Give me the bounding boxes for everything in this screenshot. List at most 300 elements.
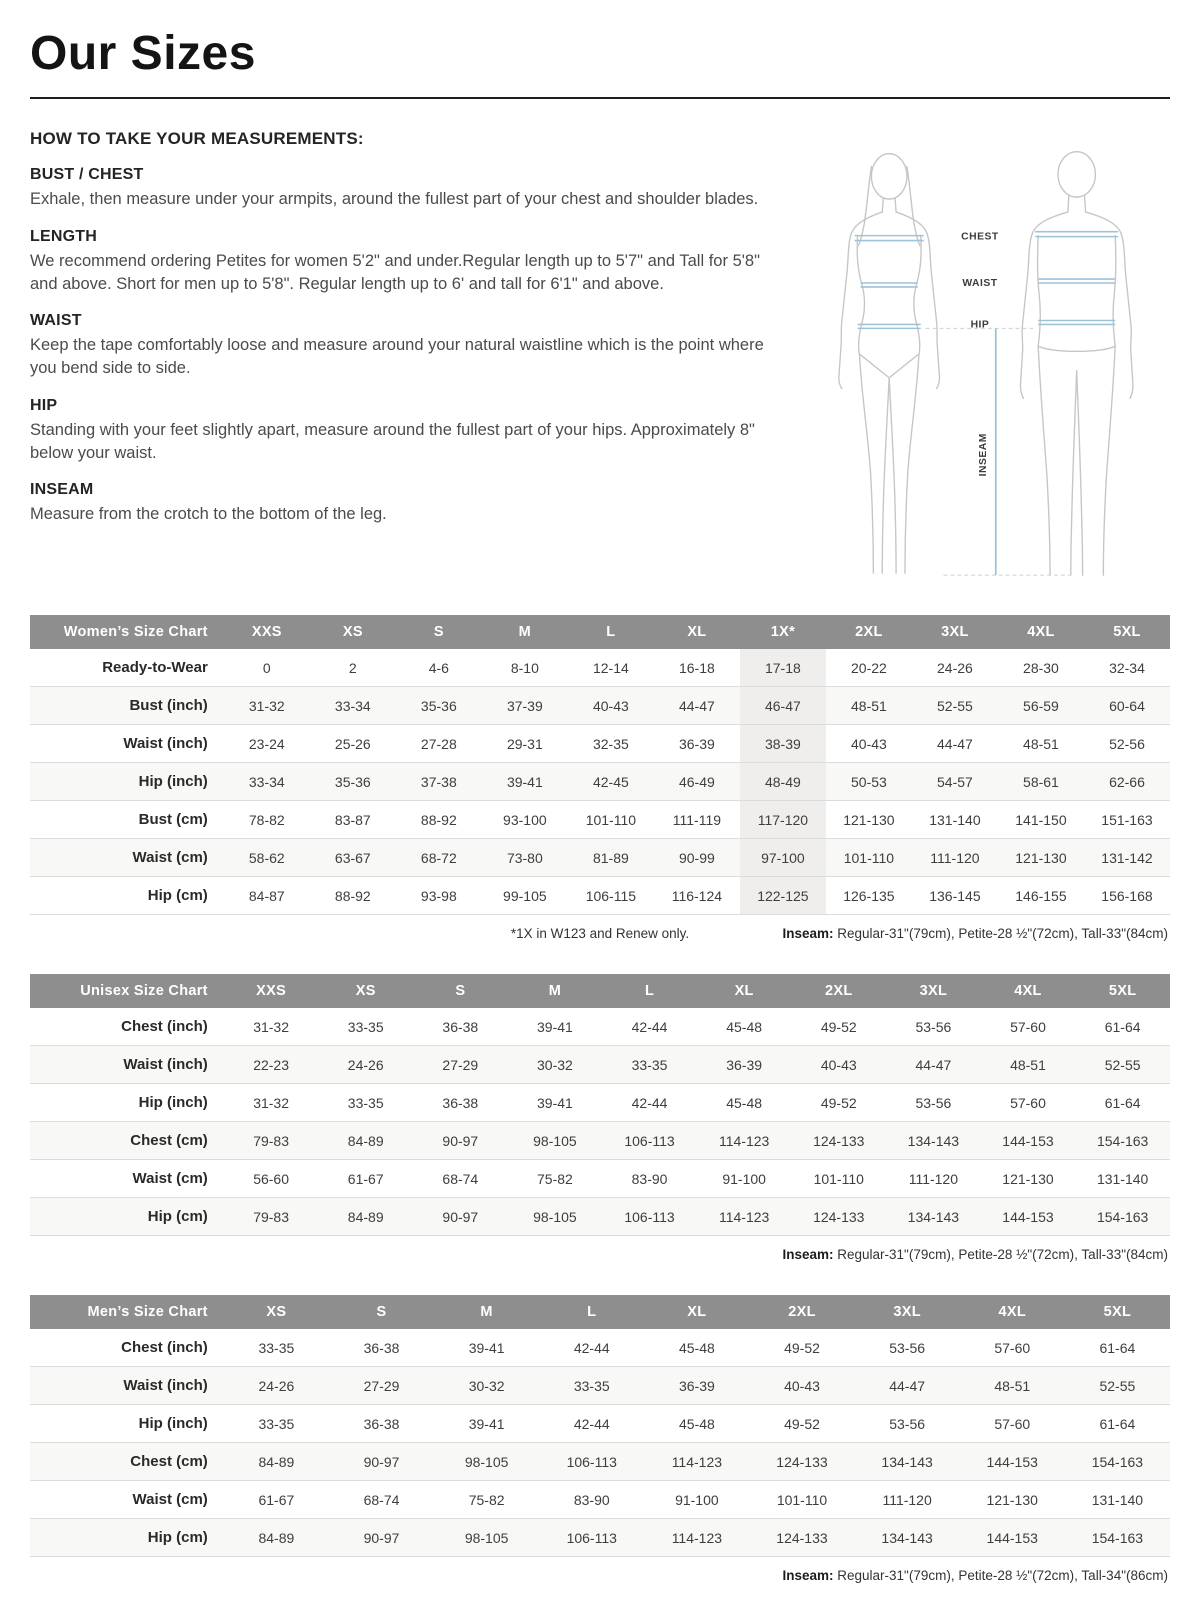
table-cell: 91-100 (697, 1160, 792, 1198)
table-header-row (30, 974, 1170, 1008)
section-body-hip: Standing with your feet slightly apart, measure around the fullest part of your hips. Approximately 8" below your waist. (30, 420, 755, 462)
table-cell: 44-47 (654, 687, 740, 725)
table-cell: 56-59 (998, 687, 1084, 725)
table-cell: 144-153 (960, 1443, 1065, 1481)
table-cell: 44-47 (855, 1367, 960, 1405)
table-cell: 33-35 (539, 1367, 644, 1405)
size-column-header: 4XL (998, 615, 1084, 649)
unisex-size-chart-block (30, 974, 1170, 1265)
table-cell: 49-52 (791, 1084, 886, 1122)
size-column-header: L (568, 615, 654, 649)
size-column-header: XL (654, 615, 740, 649)
table-cell: 83-90 (539, 1481, 644, 1519)
table-cell: 68-72 (396, 839, 482, 877)
table-row (30, 763, 1170, 801)
table-cell: 98-105 (434, 1519, 539, 1557)
size-column-header: XS (310, 615, 396, 649)
table-cell: 134-143 (886, 1198, 981, 1236)
inseam-note-text: Regular-31"(79cm), Petite-28 ½"(72cm), Tall-34"(86cm) (833, 1568, 1168, 1583)
table-row (30, 877, 1170, 915)
table-cell: 88-92 (396, 801, 482, 839)
row-label: Ready-to-Wear (30, 649, 224, 687)
size-column-header: M (508, 974, 603, 1008)
table-cell: 98-105 (508, 1122, 603, 1160)
table-cell: 42-44 (602, 1084, 697, 1122)
table-cell: 33-35 (318, 1084, 413, 1122)
section-title-bust-chest: BUST / CHEST (30, 166, 144, 183)
table-cell: 28-30 (998, 649, 1084, 687)
footnote-inseam (782, 1568, 1168, 1583)
row-label: Waist (cm) (30, 839, 224, 877)
table-cell: 48-49 (740, 763, 826, 801)
unisex-size-table-container (30, 974, 1170, 1236)
table-cell: 36-39 (644, 1367, 749, 1405)
table-row (30, 1046, 1170, 1084)
table-cell: 24-26 (318, 1046, 413, 1084)
table-cell: 39-41 (508, 1084, 603, 1122)
table-cell: 62-66 (1084, 763, 1170, 801)
table-cell: 88-92 (310, 877, 396, 915)
table-cell: 79-83 (224, 1198, 319, 1236)
inseam-note-text: Regular-31"(79cm), Petite-28 ½"(72cm), Tall-33"(84cm) (833, 926, 1168, 941)
size-table (30, 974, 1170, 1236)
table-row (30, 1122, 1170, 1160)
table-cell: 31-32 (224, 1084, 319, 1122)
table-cell: 144-153 (981, 1198, 1076, 1236)
table-cell: 99-105 (482, 877, 568, 915)
table-cell: 101-110 (749, 1481, 854, 1519)
table-cell: 79-83 (224, 1122, 319, 1160)
section-body-length: We recommend ordering Petites for women 5'2" and under.Regular length up to 5'7" and Tall for 5'8" and above. Short for men up to 5'8". Regular length up to 6' and tall for 6'1" and above. (30, 251, 760, 293)
table-cell: 39-41 (434, 1405, 539, 1443)
table-cell: 33-34 (310, 687, 396, 725)
table-cell: 117-120 (740, 801, 826, 839)
table-cell: 31-32 (224, 1008, 319, 1046)
table-header-row (30, 615, 1170, 649)
row-label: Bust (cm) (30, 801, 224, 839)
womens-chart-footnotes (30, 926, 1170, 944)
table-cell: 90-97 (413, 1122, 508, 1160)
size-column-header: 4XL (960, 1295, 1065, 1329)
table-cell: 30-32 (508, 1046, 603, 1084)
inseam-label: INSEAM (977, 433, 989, 477)
size-column-header: 2XL (826, 615, 912, 649)
table-cell: 124-133 (749, 1443, 854, 1481)
row-label: Chest (inch) (30, 1008, 224, 1046)
table-cell: 25-26 (310, 725, 396, 763)
table-cell: 134-143 (886, 1122, 981, 1160)
table-cell: 114-123 (697, 1122, 792, 1160)
table-cell: 146-155 (998, 877, 1084, 915)
table-cell: 30-32 (434, 1367, 539, 1405)
womens-size-table-container (30, 615, 1170, 915)
measurement-diagram (786, 125, 1170, 585)
table-cell: 40-43 (568, 687, 654, 725)
table-cell: 124-133 (791, 1122, 886, 1160)
table-cell: 111-120 (912, 839, 998, 877)
size-column-header: S (329, 1295, 434, 1329)
table-cell: 68-74 (413, 1160, 508, 1198)
table-cell: 134-143 (855, 1519, 960, 1557)
table-cell: 0 (224, 649, 310, 687)
table-cell: 61-67 (224, 1481, 329, 1519)
table-row (30, 1084, 1170, 1122)
table-cell: 61-64 (1065, 1405, 1170, 1443)
size-table (30, 615, 1170, 915)
table-cell: 33-34 (224, 763, 310, 801)
size-column-header: S (413, 974, 508, 1008)
table-cell: 116-124 (654, 877, 740, 915)
row-label: Waist (cm) (30, 1481, 224, 1519)
row-label: Hip (inch) (30, 1084, 224, 1122)
footnote-inseam (782, 1247, 1168, 1262)
table-cell: 75-82 (434, 1481, 539, 1519)
table-cell: 144-153 (981, 1122, 1076, 1160)
table-cell: 63-67 (310, 839, 396, 877)
section-body-inseam: Measure from the crotch to the bottom of the leg. (30, 505, 387, 524)
female-figure-icon (839, 154, 940, 573)
table-cell: 101-110 (568, 801, 654, 839)
table-cell: 36-38 (329, 1329, 434, 1367)
table-cell: 49-52 (749, 1329, 854, 1367)
table-cell: 8-10 (482, 649, 568, 687)
table-cell: 58-61 (998, 763, 1084, 801)
table-cell: 53-56 (855, 1329, 960, 1367)
table-cell: 29-31 (482, 725, 568, 763)
row-label: Waist (inch) (30, 1367, 224, 1405)
table-cell: 90-97 (329, 1443, 434, 1481)
mens-chart-footnotes (30, 1568, 1170, 1586)
table-cell: 84-89 (318, 1198, 413, 1236)
section-body-waist: Keep the tape comfortably loose and measure around your natural waistline which is the point where you bend side to side. (30, 336, 764, 378)
table-cell: 20-22 (826, 649, 912, 687)
size-column-header: S (396, 615, 482, 649)
size-column-header: 5XL (1084, 615, 1170, 649)
table-cell: 48-51 (826, 687, 912, 725)
table-cell: 39-41 (508, 1008, 603, 1046)
table-cell: 33-35 (602, 1046, 697, 1084)
table-cell: 45-48 (644, 1329, 749, 1367)
table-cell: 57-60 (981, 1084, 1076, 1122)
measurement-guide (30, 125, 1170, 585)
table-cell: 84-89 (224, 1443, 329, 1481)
size-column-header: 1X* (740, 615, 826, 649)
table-cell: 121-130 (826, 801, 912, 839)
table-cell: 121-130 (960, 1481, 1065, 1519)
section-body-bust-chest: Exhale, then measure under your armpits, around the fullest part of your chest and shoulder blades. (30, 190, 759, 208)
table-cell: 48-51 (960, 1367, 1065, 1405)
table-cell: 124-133 (749, 1519, 854, 1557)
table-cell: 33-35 (224, 1329, 329, 1367)
row-label: Waist (inch) (30, 1046, 224, 1084)
table-row (30, 1519, 1170, 1557)
table-cell: 38-39 (740, 725, 826, 763)
table-cell: 131-140 (912, 801, 998, 839)
table-cell: 126-135 (826, 877, 912, 915)
table-cell: 44-47 (912, 725, 998, 763)
table-cell: 61-64 (1075, 1084, 1170, 1122)
table-cell: 42-44 (539, 1329, 644, 1367)
table-cell: 131-140 (1075, 1160, 1170, 1198)
table-cell: 53-56 (886, 1084, 981, 1122)
table-cell: 154-163 (1065, 1519, 1170, 1557)
size-column-header: XS (224, 1295, 329, 1329)
table-cell: 36-38 (413, 1084, 508, 1122)
size-column-header: L (602, 974, 697, 1008)
table-cell: 17-18 (740, 649, 826, 687)
size-column-header: XXS (224, 974, 319, 1008)
table-cell: 84-89 (318, 1122, 413, 1160)
table-cell: 90-99 (654, 839, 740, 877)
table-row (30, 1329, 1170, 1367)
table-cell: 32-35 (568, 725, 654, 763)
table-row (30, 687, 1170, 725)
section-title-inseam: INSEAM (30, 481, 94, 499)
table-cell: 27-29 (329, 1367, 434, 1405)
table-cell: 35-36 (310, 763, 396, 801)
table-row (30, 725, 1170, 763)
table-cell: 106-115 (568, 877, 654, 915)
table-title: Unisex Size Chart (30, 974, 224, 1008)
table-cell: 44-47 (886, 1046, 981, 1084)
size-column-header: L (539, 1295, 644, 1329)
table-cell: 48-51 (981, 1046, 1076, 1084)
size-column-header: 3XL (912, 615, 998, 649)
size-column-header: XL (697, 974, 792, 1008)
table-cell: 33-35 (224, 1405, 329, 1443)
size-column-header: 5XL (1065, 1295, 1170, 1329)
table-cell: 2 (310, 649, 396, 687)
size-column-header: M (482, 615, 568, 649)
table-cell: 46-49 (654, 763, 740, 801)
table-cell: 49-52 (749, 1405, 854, 1443)
size-column-header: XXS (224, 615, 310, 649)
table-cell: 45-48 (697, 1084, 792, 1122)
table-cell: 53-56 (855, 1405, 960, 1443)
table-cell: 54-57 (912, 763, 998, 801)
measurement-instructions (30, 125, 772, 585)
row-label: Hip (cm) (30, 1519, 224, 1557)
mens-size-table-container (30, 1295, 1170, 1557)
inseam-note-label: Inseam: (782, 1568, 834, 1583)
table-cell: 48-51 (998, 725, 1084, 763)
table-cell: 36-39 (654, 725, 740, 763)
table-cell: 134-143 (855, 1443, 960, 1481)
table-title: Men’s Size Chart (30, 1295, 224, 1329)
size-column-header: 2XL (749, 1295, 854, 1329)
table-cell: 131-140 (1065, 1481, 1170, 1519)
size-column-header: XL (644, 1295, 749, 1329)
size-column-header: 4XL (981, 974, 1076, 1008)
table-cell: 156-168 (1084, 877, 1170, 915)
hip-label: HIP (970, 319, 990, 331)
footnote-inseam (782, 926, 1168, 941)
table-cell: 106-113 (539, 1443, 644, 1481)
row-label: Chest (cm) (30, 1122, 224, 1160)
row-label: Hip (inch) (30, 763, 224, 801)
page-title: Our Sizes (30, 27, 256, 80)
table-cell: 136-145 (912, 877, 998, 915)
table-cell: 24-26 (224, 1367, 329, 1405)
table-cell: 101-110 (791, 1160, 886, 1198)
table-cell: 106-113 (602, 1122, 697, 1160)
table-cell: 52-55 (912, 687, 998, 725)
size-column-header: 5XL (1075, 974, 1170, 1008)
table-cell: 22-23 (224, 1046, 319, 1084)
table-cell: 27-28 (396, 725, 482, 763)
table-cell: 114-123 (644, 1519, 749, 1557)
womens-size-chart-block (30, 615, 1170, 944)
body-measurement-illustration (795, 131, 1161, 585)
table-cell: 84-89 (224, 1519, 329, 1557)
table-row (30, 1367, 1170, 1405)
size-column-header: 3XL (886, 974, 981, 1008)
row-label: Bust (inch) (30, 687, 224, 725)
table-row (30, 1160, 1170, 1198)
section-title-hip: HIP (30, 396, 58, 414)
mens-size-chart-block (30, 1295, 1170, 1586)
table-cell: 37-38 (396, 763, 482, 801)
table-cell: 46-47 (740, 687, 826, 725)
size-column-header: 3XL (855, 1295, 960, 1329)
section-title-waist: WAIST (30, 312, 82, 330)
table-cell: 4-6 (396, 649, 482, 687)
waist-label: WAIST (962, 277, 998, 289)
table-cell: 33-35 (318, 1008, 413, 1046)
row-label: Waist (inch) (30, 725, 224, 763)
table-cell: 16-18 (654, 649, 740, 687)
table-cell: 111-119 (654, 801, 740, 839)
instructions-heading: HOW TO TAKE YOUR MEASUREMENTS: (30, 129, 364, 148)
table-cell: 36-38 (329, 1405, 434, 1443)
table-cell: 61-67 (318, 1160, 413, 1198)
table-cell: 83-87 (310, 801, 396, 839)
table-cell: 75-82 (508, 1160, 603, 1198)
male-figure-icon (1020, 152, 1133, 575)
table-row (30, 839, 1170, 877)
table-cell: 23-24 (224, 725, 310, 763)
table-cell: 37-39 (482, 687, 568, 725)
table-cell: 40-43 (826, 725, 912, 763)
table-cell: 93-100 (482, 801, 568, 839)
table-cell: 50-53 (826, 763, 912, 801)
table-cell: 56-60 (224, 1160, 319, 1198)
table-cell: 57-60 (960, 1405, 1065, 1443)
table-cell: 45-48 (644, 1405, 749, 1443)
table-cell: 40-43 (791, 1046, 886, 1084)
row-label: Hip (inch) (30, 1405, 224, 1443)
table-cell: 40-43 (749, 1367, 854, 1405)
table-cell: 93-98 (396, 877, 482, 915)
unisex-chart-footnotes (30, 1247, 1170, 1265)
table-cell: 141-150 (998, 801, 1084, 839)
table-cell: 49-52 (791, 1008, 886, 1046)
table-cell: 124-133 (791, 1198, 886, 1236)
table-row (30, 649, 1170, 687)
table-cell: 61-64 (1075, 1008, 1170, 1046)
table-cell: 131-142 (1084, 839, 1170, 877)
table-cell: 52-56 (1084, 725, 1170, 763)
size-table (30, 1295, 1170, 1557)
table-cell: 35-36 (396, 687, 482, 725)
inseam-guides (926, 328, 1070, 575)
table-cell: 36-39 (697, 1046, 792, 1084)
table-cell: 78-82 (224, 801, 310, 839)
table-cell: 91-100 (644, 1481, 749, 1519)
table-cell: 39-41 (482, 763, 568, 801)
table-cell: 53-56 (886, 1008, 981, 1046)
table-cell: 32-34 (1084, 649, 1170, 687)
table-cell: 151-163 (1084, 801, 1170, 839)
inseam-note-text: Regular-31"(79cm), Petite-28 ½"(72cm), Tall-33"(84cm) (833, 1247, 1168, 1262)
table-title: Women’s Size Chart (30, 615, 224, 649)
table-cell: 121-130 (981, 1160, 1076, 1198)
table-cell: 58-62 (224, 839, 310, 877)
table-row (30, 1008, 1170, 1046)
table-cell: 31-32 (224, 687, 310, 725)
table-cell: 114-123 (697, 1198, 792, 1236)
table-cell: 52-55 (1075, 1046, 1170, 1084)
table-cell: 68-74 (329, 1481, 434, 1519)
table-header-row (30, 1295, 1170, 1329)
table-row (30, 1405, 1170, 1443)
table-cell: 60-64 (1084, 687, 1170, 725)
row-label: Chest (cm) (30, 1443, 224, 1481)
table-cell: 52-55 (1065, 1367, 1170, 1405)
table-cell: 81-89 (568, 839, 654, 877)
inseam-note-label: Inseam: (782, 1247, 834, 1262)
table-cell: 36-38 (413, 1008, 508, 1046)
table-row (30, 801, 1170, 839)
row-label: Hip (cm) (30, 877, 224, 915)
table-cell: 114-123 (644, 1443, 749, 1481)
row-label: Hip (cm) (30, 1198, 224, 1236)
table-row (30, 1481, 1170, 1519)
row-label: Chest (inch) (30, 1329, 224, 1367)
row-label: Waist (cm) (30, 1160, 224, 1198)
table-cell: 57-60 (960, 1329, 1065, 1367)
table-cell: 98-105 (508, 1198, 603, 1236)
table-row (30, 1443, 1170, 1481)
table-cell: 12-14 (568, 649, 654, 687)
table-cell: 121-130 (998, 839, 1084, 877)
size-column-header: M (434, 1295, 539, 1329)
table-cell: 154-163 (1075, 1122, 1170, 1160)
table-cell: 83-90 (602, 1160, 697, 1198)
table-cell: 106-113 (539, 1519, 644, 1557)
table-cell: 57-60 (981, 1008, 1076, 1046)
table-cell: 90-97 (329, 1519, 434, 1557)
table-cell: 42-44 (539, 1405, 644, 1443)
table-cell: 111-120 (886, 1160, 981, 1198)
table-cell: 101-110 (826, 839, 912, 877)
table-cell: 24-26 (912, 649, 998, 687)
table-cell: 90-97 (413, 1198, 508, 1236)
table-cell: 42-44 (602, 1008, 697, 1046)
footnote-1x-note: *1X in W123 and Renew only. (510, 926, 690, 941)
chest-label: CHEST (961, 231, 999, 243)
size-column-header: XS (318, 974, 413, 1008)
table-cell: 42-45 (568, 763, 654, 801)
table-cell: 45-48 (697, 1008, 792, 1046)
table-cell: 39-41 (434, 1329, 539, 1367)
table-cell: 154-163 (1065, 1443, 1170, 1481)
table-cell: 61-64 (1065, 1329, 1170, 1367)
size-column-header: 2XL (791, 974, 886, 1008)
section-title-length: LENGTH (30, 227, 97, 245)
title-divider (30, 97, 1170, 99)
table-cell: 84-87 (224, 877, 310, 915)
